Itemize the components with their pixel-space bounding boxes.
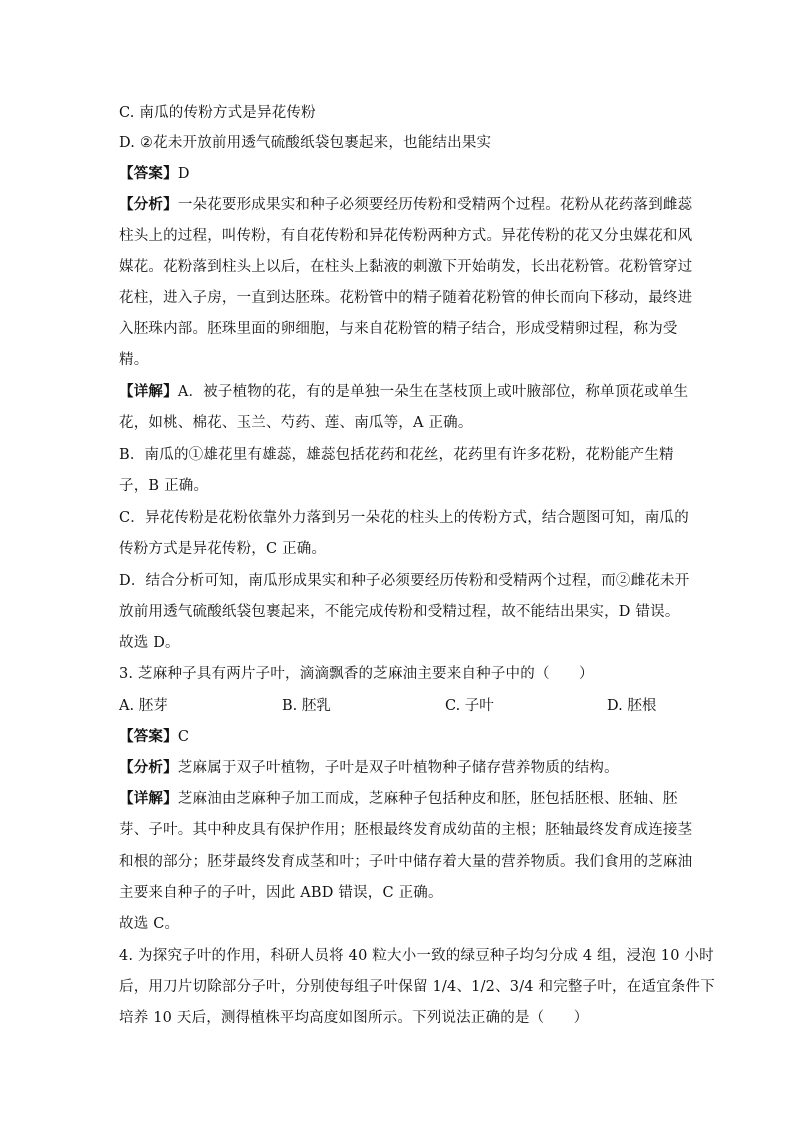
q3-detail-line-4: 主要来自种子的子叶，因此 ABD 错误，C 正确。 — [119, 885, 443, 901]
q3-stem: 3. 芝麻种子具有两片子叶，滴滴飘香的芝麻油主要来自种子中的（ ） — [119, 666, 594, 682]
q2-detail-line-2: 花，如桃、棉花、玉兰、芍药、莲、南瓜等，A 正确。 — [119, 415, 473, 431]
q3-detail-line-1 — [119, 789, 679, 809]
q3-detail-line-3: 和根的部分；胚芽最终发育成茎和叶；子叶中储存着大量的营养物质。我们食用的芝麻油 — [119, 854, 693, 870]
q3-option-c: C. 子叶 — [445, 698, 494, 714]
q2-detail-line-4: 子，B 正确。 — [119, 478, 209, 494]
q3-option-b: B. 胚乳 — [282, 698, 331, 714]
answer-value: D — [177, 166, 190, 182]
q4-stem-line-3: 培养 10 天后，测得植株平均高度如图所示。下列说法正确的是（ ） — [119, 1010, 589, 1026]
detail-tag: 【详解】 — [119, 790, 178, 807]
answer-tag: 【答案】 — [119, 165, 178, 182]
analysis-tag: 【分析】 — [119, 759, 178, 776]
q2-detail-line-9: 故选 D。 — [119, 635, 180, 651]
q2-option-c: C. 南瓜的传粉方式是异花传粉 — [119, 105, 316, 121]
q3-detail-line-5: 故选 C。 — [119, 916, 180, 932]
q2-detail-line-5: C．异花传粉是花粉依靠外力落到另一朵花的柱头上的传粉方式，结合题图可知，南瓜的 — [119, 510, 689, 526]
answer-value: C — [177, 729, 190, 745]
q3-detail-line-2: 芽、子叶。其中种皮具有保护作用；胚根最终发育成幼苗的主根；胚轴最终发育成连接茎 — [119, 822, 693, 838]
answer-tag: 【答案】 — [119, 728, 178, 745]
analysis-text: 芝麻属于双子叶植物，子叶是双子叶植物种子储存营养物质的结构。 — [177, 760, 619, 776]
q3-option-a: A. 胚芽 — [119, 698, 168, 714]
q2-analysis-line-6: 精。 — [119, 352, 149, 368]
q2-analysis-line-2: 柱头上的过程，叫传粉，有自花传粉和异花传粉两种方式。异花传粉的花又分虫媒花和风 — [119, 228, 693, 244]
q2-analysis-line-4: 花柱，进入子房，一直到达胚珠。花粉管中的精子随着花粉管的伸长而向下移动，最终进 — [119, 290, 693, 306]
q2-detail-line-6: 传粉方式是异花传粉，C 正确。 — [119, 541, 327, 557]
q2-answer — [119, 164, 679, 184]
analysis-text: 一朵花要形成果实和种子必须要经历传粉和受精两个过程。花粉从花药落到雌蕊 — [177, 197, 693, 213]
detail-text: A．被子植物的花，有的是单独一朵生在茎枝顶上或叶腋部位，称单顶花或单生 — [177, 384, 689, 400]
q4-stem-line-1: 4. 为探究子叶的作用，科研人员将 40 粒大小一致的绿豆种子均匀分成 4 组，浸泡 10 小时 — [119, 948, 714, 964]
analysis-tag: 【分析】 — [119, 196, 178, 213]
detail-text: 芝麻油由芝麻种子加工而成，芝麻种子包括种皮和胚，胚包括胚根、胚轴、胚 — [177, 791, 678, 807]
detail-tag: 【详解】 — [119, 383, 178, 400]
q2-detail-line-8: 放前用透气硫酸纸袋包裹起来，不能完成传粉和受精过程，故不能结出果实，D 错误。 — [119, 604, 680, 620]
q2-detail-line-3: B．南瓜的①雄花里有雄蕊，雄蕊包括花药和花丝，花药里有许多花粉，花粉能产生精 — [119, 447, 674, 463]
q2-detail-line-1 — [119, 382, 689, 402]
q4-stem-line-2: 后，用刀片切除部分子叶，分别使每组子叶保留 1/4、1/2、3/4 和完整子叶，在适宜条件下 — [119, 979, 715, 995]
q2-detail-line-7: D．结合分析可知，南瓜形成果实和种子必须要经历传粉和受精两个过程，而②雌花未开 — [119, 573, 690, 589]
q3-option-d: D. 胚根 — [607, 698, 657, 714]
q2-analysis-line-5: 入胚珠内部。胚珠里面的卵细胞，与来自花粉管的精子结合，形成受精卵过程，称为受 — [119, 321, 678, 337]
q2-analysis-line-3: 媒花。花粉落到柱头上以后，在柱头上黏液的刺激下开始萌发，长出花粉管。花粉管穿过 — [119, 259, 693, 275]
q2-option-d: D. ②花未开放前用透气硫酸纸袋包裹起来，也能结出果实 — [119, 135, 492, 151]
q2-analysis-line-1 — [119, 195, 693, 215]
q3-analysis — [119, 758, 679, 778]
q3-answer — [119, 727, 679, 747]
